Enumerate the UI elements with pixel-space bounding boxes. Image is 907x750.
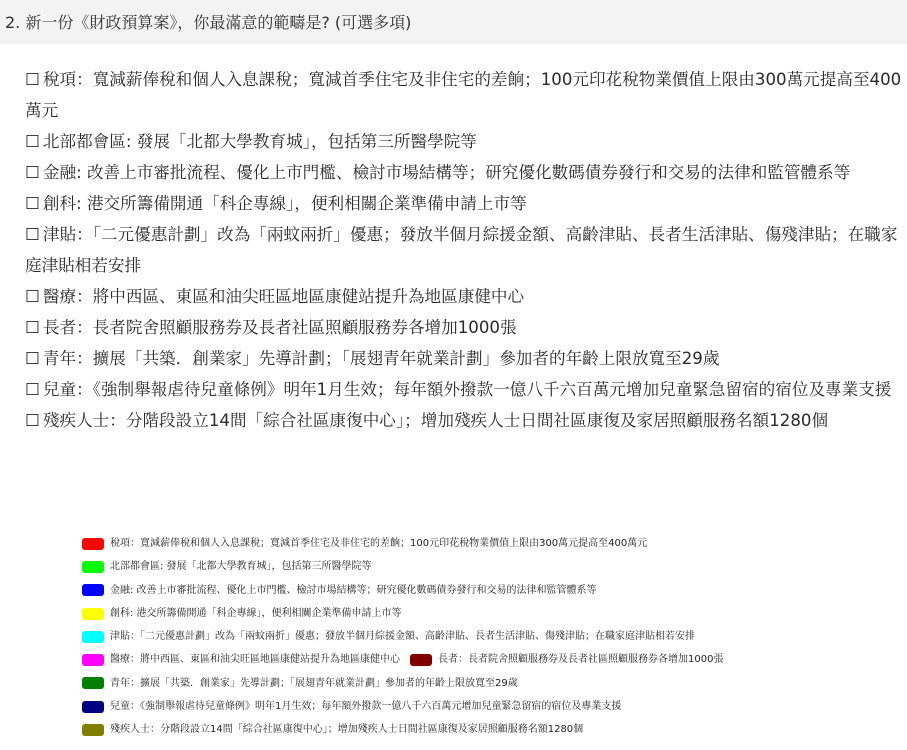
checkbox-icon[interactable]: ☐ <box>25 318 40 337</box>
legend-swatch <box>82 561 104 573</box>
legend-item-disabled-persons <box>82 718 907 741</box>
legend-label-medical: 醫療：將中西區、東區和油尖旺區地區康健站提升為地區康健中心 <box>110 654 400 666</box>
question-title-bar <box>0 0 907 44</box>
options-list <box>25 64 907 436</box>
option-allowance[interactable] <box>25 219 907 281</box>
legend-row-medical-elderly <box>82 648 907 671</box>
legend-label: 津貼：「二元優惠計劃」改為「兩蚊兩折」優惠；發放半個月綜援金額、高齡津貼、長者生活津貼、傷殘津貼；在職家庭津貼相若安排 <box>110 631 695 643</box>
option-northern-metropolis[interactable] <box>25 126 907 157</box>
legend-item-innovation <box>82 602 907 625</box>
legend-swatch <box>82 724 104 736</box>
legend-swatch <box>82 584 104 596</box>
checkbox-icon[interactable]: ☐ <box>25 349 40 368</box>
option-label: 兒童：《強制舉報虐待兒童條例》明年1月生效；每年額外撥款一億八千六百萬元增加兒童緊急留宿的宿位及專業支援 <box>42 380 892 399</box>
legend-label: 北部都會區: 發展「北都大學教育城」，包括第三所醫學院等 <box>110 561 372 573</box>
legend-label: 兒童：《強制舉報虐待兒童條例》明年1月生效；每年額外撥款一億八千六百萬元增加兒童緊急留宿的宿位及專業支援 <box>110 701 622 713</box>
option-label: 醫療：將中西區、東區和油尖旺區地區康健站提升為地區康健中心 <box>42 287 525 306</box>
option-label: 稅項：寬減薪俸稅和個人入息課稅；寬減首季住宅及非住宅的差餉；100元印花稅物業價值上限由300萬元提高至400萬元 <box>25 70 902 120</box>
legend-swatch <box>82 631 104 643</box>
checkbox-icon[interactable]: ☐ <box>25 411 40 430</box>
option-tax[interactable] <box>25 64 907 126</box>
legend-swatch <box>410 654 432 666</box>
option-innovation[interactable] <box>25 188 907 219</box>
option-label: 長者：長者院舍照顧服務券及長者社區照顧服務券各增加1000張 <box>42 318 517 337</box>
legend-item-youth <box>82 672 907 695</box>
legend-item-tax <box>82 532 907 555</box>
option-children[interactable] <box>25 374 907 405</box>
option-label: 津貼：「二元優惠計劃」改為「兩蚊兩折」優惠；發放半個月綜援金額、高齡津貼、長者生活津貼、傷殘津貼；在職家庭津貼相若安排 <box>25 225 898 275</box>
option-label: 創科: 港交所籌備開通「科企專線」，便利相關企業準備申請上市等 <box>42 194 527 213</box>
option-youth[interactable] <box>25 343 907 374</box>
checkbox-icon[interactable]: ☐ <box>25 70 40 89</box>
option-finance[interactable] <box>25 157 907 188</box>
legend-label: 稅項：寬減薪俸稅和個人入息課稅；寬減首季住宅及非住宅的差餉；100元印花稅物業價值上限由300萬元提高至400萬元 <box>110 538 648 549</box>
legend-label: 青年：擴展「共築．創業家」先導計劃；「展翅青年就業計劃」參加者的年齡上限放寬至29歲 <box>110 677 518 689</box>
legend-item-northern-metropolis <box>82 555 907 578</box>
checkbox-icon[interactable]: ☐ <box>25 132 40 151</box>
chart-legend <box>82 532 907 742</box>
legend-swatch <box>82 677 104 689</box>
option-medical[interactable] <box>25 281 907 312</box>
legend-item-allowance <box>82 625 907 648</box>
option-label: 殘疾人士：分階段設立14間「綜合社區康復中心」；增加殘疾人士日間社區康復及家居照顧服務名額1280個 <box>42 411 829 430</box>
checkbox-icon[interactable]: ☐ <box>25 163 40 182</box>
legend-label: 金融: 改善上市審批流程、優化上市門檻、檢討市場結構等；研究優化數碼債券發行和交易的法律和監管體系等 <box>110 584 597 596</box>
checkbox-icon[interactable]: ☐ <box>25 194 40 213</box>
option-elderly[interactable] <box>25 312 907 343</box>
option-label: 金融: 改善上市審批流程、優化上市門檻、檢討市場結構等；研究優化數碼債券發行和交易的法律和監管體系等 <box>42 163 851 182</box>
legend-label: 創科: 港交所籌備開通「科企專線」，便利相關企業準備申請上市等 <box>110 607 402 619</box>
option-label: 青年：擴展「共築．創業家」先導計劃；「展翅青年就業計劃」參加者的年齡上限放寬至29歲 <box>42 349 720 368</box>
legend-label: 殘疾人士：分階段設立14間「綜合社區康復中心」；增加殘疾人士日間社區康復及家居照顧服務名額1280個 <box>110 724 584 736</box>
legend-item-finance <box>82 579 907 602</box>
legend-label-elderly: 長者：長者院舍照顧服務券及長者社區照顧服務券各增加1000張 <box>438 654 724 666</box>
checkbox-icon[interactable]: ☐ <box>25 225 40 244</box>
checkbox-icon[interactable]: ☐ <box>25 380 40 399</box>
question-title: 2. 新一份《財政預算案》，你最滿意的範疇是? (可選多項) <box>5 13 412 32</box>
legend-swatch <box>82 608 104 620</box>
legend-swatch <box>82 538 104 550</box>
legend-swatch <box>82 654 104 666</box>
legend-item-children <box>82 695 907 718</box>
option-label: 北部都會區: 發展「北都大學教育城」，包括第三所醫學院等 <box>42 132 477 151</box>
option-disabled-persons[interactable] <box>25 405 907 436</box>
checkbox-icon[interactable]: ☐ <box>25 287 40 306</box>
legend-swatch <box>82 701 104 713</box>
